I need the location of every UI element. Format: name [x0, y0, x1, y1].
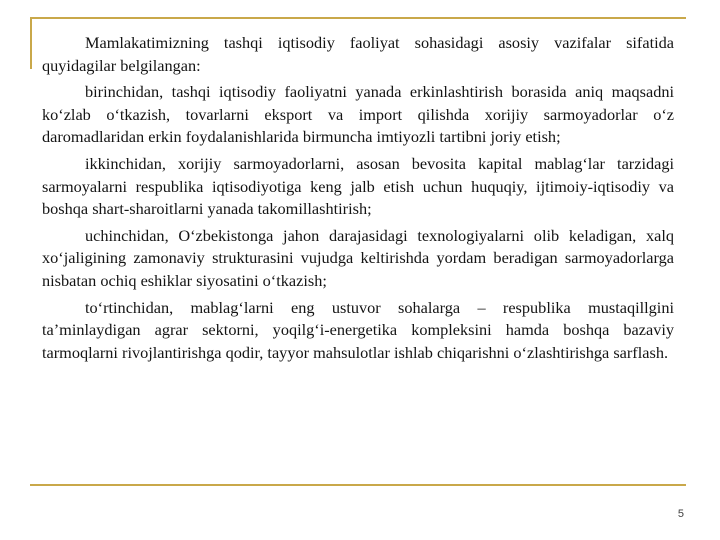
paragraph-third: uchinchidan, O‘zbekistonga jahon darajasidagi texnologiyalarni olib keladigan, xalq xo‘jaligining zamonaviy strukturasini vujudga keltirishda yordam beradigan sarmoyadorlarga nisbatan ochiq eshiklar siyosatini o‘tkazish; — [42, 225, 674, 290]
bottom-rule — [30, 484, 686, 486]
slide-body — [42, 32, 674, 364]
page-number: 5 — [677, 508, 684, 520]
paragraph-first: birinchidan, tashqi iqtisodiy faoliyatni yanada erkinlashtirish borasida aniq maqsadni ko‘zlab o‘tkazish, tovarlarni eksport va import qilishda xorijiy sarmoyadorlar o‘z daromadlaridan erkin foydalanishlarida birmuncha imtiyozli tartibni joriy etish; — [42, 82, 674, 147]
left-rule — [30, 17, 32, 69]
top-rule — [30, 17, 686, 19]
paragraph-intro: Mamlakatimizning tashqi iqtisodiy faoliyat sohasidagi asosiy vazifalar sifatida quyidagilar belgilangan: — [42, 33, 674, 75]
paragraph-second: ikkinchidan, xorijiy sarmoyadorlarni, asosan bevosita kapital mablag‘lar tarzidagi sarmoyalarni respublika iqtisodiyotiga keng jalb etish uchun huquqiy, ijtimoiy-iqtisodiy va boshqa shart-sharoitlarni yanada takomillashtirish; — [42, 153, 674, 219]
paragraph-fourth: to‘rtinchidan, mablag‘larni eng ustuvor sohalarga – respublika mustaqillgini ta’minlaydigan agrar sektorni, yoqilg‘i-energetika kompleksini hamda boshqa bazaviy tarmoqlarni rivojlantirishga qodir, tayyor mahsulotlar ishlab chiqarishni o‘zlashtirishga sarflash. — [42, 297, 674, 362]
